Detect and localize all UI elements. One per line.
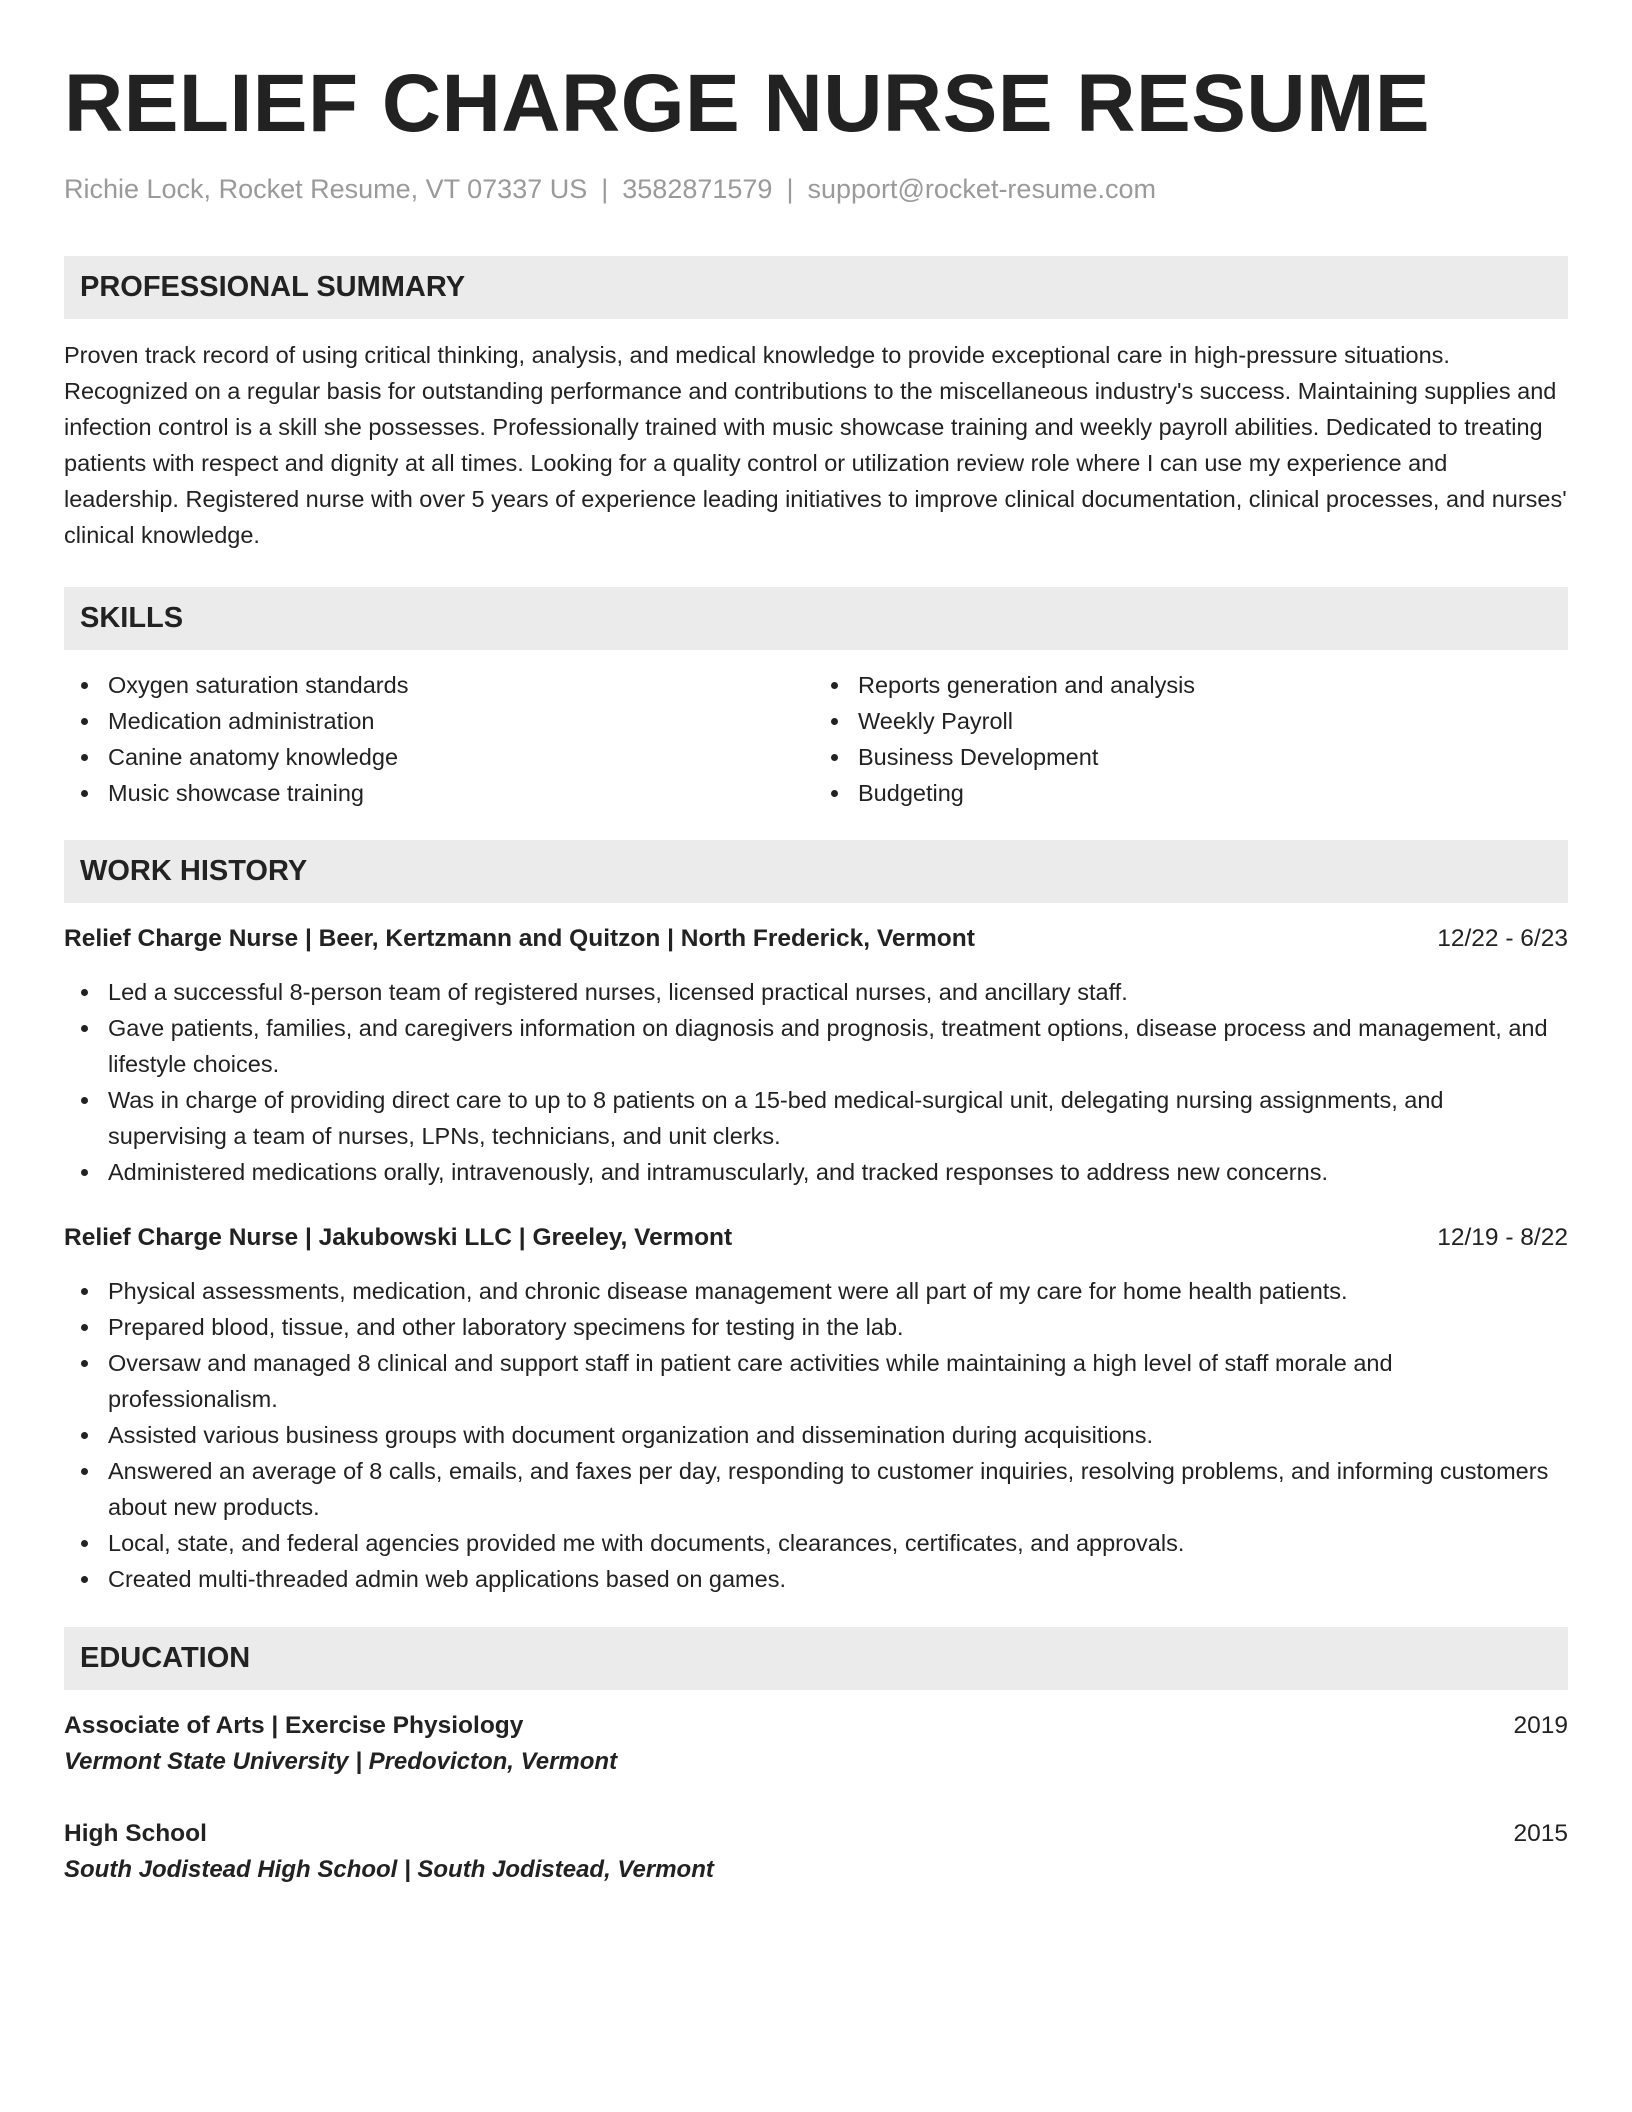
skills-column-right [816,667,1568,811]
job-bullet: Prepared blood, tissue, and other laboratory specimens for testing in the lab. [64,1309,1568,1345]
job-entry [64,1220,1568,1597]
education-header [64,1708,1568,1744]
contact-email: support@rocket-resume.com [807,174,1156,204]
job-bullet: Created multi-threaded admin web applications based on games. [64,1561,1568,1597]
contact-address: Richie Lock, Rocket Resume, VT 07337 US [64,174,588,204]
job-bullet: Local, state, and federal agencies provided me with documents, clearances, certificates, and approvals. [64,1525,1568,1561]
skills-heading: SKILLS [64,587,1568,650]
skill-item: Music showcase training [64,775,816,811]
job-bullet: Answered an average of 8 calls, emails, and faxes per day, responding to customer inquiries, resolving problems, and informing customers about new products. [64,1453,1568,1525]
job-bullets [64,1273,1568,1597]
job-header [64,1220,1568,1256]
skill-item: Canine anatomy knowledge [64,739,816,775]
skills-column-left [64,667,816,811]
skill-item: Oxygen saturation standards [64,667,816,703]
education-degree: High School [64,1820,207,1847]
contact-line [64,172,1568,206]
job-bullet: Oversaw and managed 8 clinical and support staff in patient care activities while maintaining a high level of staff morale and professionalism. [64,1345,1568,1417]
job-entry [64,921,1568,1190]
education-degree: Associate of Arts | Exercise Physiology [64,1712,524,1739]
job-bullet: Physical assessments, medication, and chronic disease management were all part of my care for home health patients. [64,1273,1568,1309]
job-bullet: Assisted various business groups with document organization and dissemination during acquisitions. [64,1417,1568,1453]
summary-heading: PROFESSIONAL SUMMARY [64,256,1568,319]
education-header [64,1816,1568,1852]
job-bullet: Led a successful 8-person team of registered nurses, licensed practical nurses, and ancillary staff. [64,974,1568,1010]
job-bullet: Was in charge of providing direct care to up to 8 patients on a 15-bed medical-surgical unit, delegating nursing assignments, and supervising a team of nurses, LPNs, technicians, and unit clerks. [64,1082,1568,1154]
work-history-heading: WORK HISTORY [64,840,1568,903]
resume-title: RELIEF CHARGE NURSE RESUME [64,58,1431,149]
job-title: Relief Charge Nurse | Beer, Kertzmann and Quitzon | North Frederick, Vermont [64,925,975,952]
job-title: Relief Charge Nurse | Jakubowski LLC | Greeley, Vermont [64,1224,733,1251]
job-dates: 12/22 - 6/23 [1437,925,1568,952]
summary-text: Proven track record of using critical thinking, analysis, and medical knowledge to provide exceptional care in high-pressure situations. Recognized on a regular basis for outstanding performance and contributions to the miscellaneous industry's success. Maintaining supplies and infection control is a skill she possesses. Professionally trained with music showcase training and weekly payroll abilities. Dedicated to treating patients with respect and dignity at all times. Looking for a quality control or utilization review role where I can use my experience and leadership. Registered nurse with over 5 years of experience leading initiatives to improve clinical documentation, clinical processes, and nurses' clinical knowledge. [64,342,1567,548]
job-bullets [64,974,1568,1190]
education-year: 2019 [1513,1712,1568,1739]
skill-item: Business Development [816,739,1568,775]
education-year: 2015 [1513,1820,1568,1847]
skill-item: Reports generation and analysis [816,667,1568,703]
education-school: South Jodistead High School | South Jodistead, Vermont [64,1856,714,1883]
contact-separator: | [601,174,609,204]
education-school: Vermont State University | Predovicton, Vermont [64,1748,618,1775]
job-dates: 12/19 - 8/22 [1437,1224,1568,1251]
job-header [64,921,1568,957]
job-bullet: Administered medications orally, intravenously, and intramuscularly, and tracked responses to address new concerns. [64,1154,1568,1190]
skill-item: Weekly Payroll [816,703,1568,739]
contact-separator: | [786,174,794,204]
education-entry [64,1708,1568,1780]
skill-item: Medication administration [64,703,816,739]
education-entry [64,1816,1568,1888]
skill-item: Budgeting [816,775,1568,811]
education-heading: EDUCATION [64,1627,1568,1690]
contact-phone: 3582871579 [622,174,773,204]
job-bullet: Gave patients, families, and caregivers information on diagnosis and prognosis, treatment options, disease process and management, and lifestyle choices. [64,1010,1568,1082]
skills-list [64,667,1568,811]
